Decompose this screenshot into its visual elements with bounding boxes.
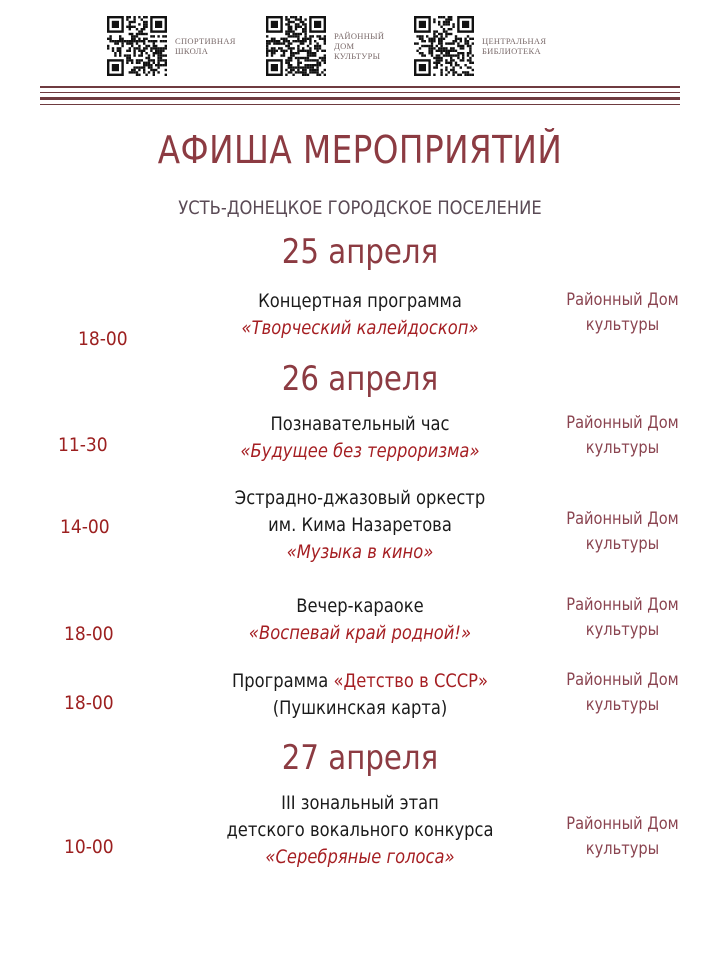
event-note: (Пушкинская карта): [272, 697, 448, 719]
event-venue: [545, 411, 700, 461]
event-time: 18-00: [78, 328, 128, 350]
venue-line: Районный Дом: [566, 509, 679, 529]
event-description: [170, 790, 550, 871]
venue-line: Районный Дом: [566, 290, 679, 310]
date-heading: 26 апреля: [281, 359, 439, 399]
qr-code-icon[interactable]: [266, 16, 326, 76]
qr-label-line: БИБЛИОТЕКА: [482, 46, 541, 56]
page-title: АФИША МЕРОПРИЯТИЙ: [157, 128, 563, 172]
venue-line: культуры: [585, 534, 660, 554]
event-description: [170, 593, 550, 647]
qr-code-icon[interactable]: [107, 16, 167, 76]
event-type: III зональный этап: [281, 792, 439, 814]
event-subtitle: детского вокального конкурса: [226, 819, 494, 841]
qr-label-sport-school: [175, 36, 236, 56]
qr-label-line: СПОРТИВНАЯ: [175, 36, 236, 46]
divider-line: [40, 92, 680, 93]
venue-line: Районный Дом: [566, 814, 679, 834]
qr-block-library: [414, 16, 546, 76]
divider-line: [40, 86, 680, 88]
event-performer: им. Кима Назаретова: [268, 514, 452, 536]
date-heading: 25 апреля: [281, 232, 439, 272]
event-title: «Творческий калейдоскоп»: [241, 317, 479, 339]
event-type: Эстрадно-джазовый оркестр: [234, 487, 486, 509]
event-title: «Воспевай край родной!»: [248, 622, 472, 644]
event-venue: [545, 507, 700, 557]
event-time: 10-00: [64, 836, 114, 858]
event-title: «Музыка в кино»: [286, 541, 434, 563]
qr-label-line: ЦЕНТРАЛЬНАЯ: [482, 36, 547, 46]
venue-line: Районный Дом: [566, 595, 679, 615]
event-description: [170, 668, 550, 722]
qr-code-icon[interactable]: [414, 16, 474, 76]
event-description: [170, 411, 550, 465]
qr-label-line: КУЛЬТУРЫ: [334, 51, 381, 61]
event-title: «Детство в СССР»: [333, 670, 489, 692]
event-type: Программа: [231, 670, 334, 692]
event-venue: [545, 812, 700, 862]
venue-line: культуры: [585, 438, 660, 458]
event-title: «Будущее без терроризма»: [240, 440, 480, 462]
event-description: [170, 485, 550, 566]
qr-block-sport-school: [107, 16, 236, 76]
venue-line: культуры: [585, 695, 660, 715]
qr-label-line: РАЙОННЫЙ: [334, 31, 385, 41]
venue-line: культуры: [585, 839, 660, 859]
event-line-1: [197, 668, 524, 695]
qr-label-line: ШКОЛА: [175, 46, 209, 56]
event-type: Концертная программа: [258, 290, 462, 312]
qr-label-line: ДОМ: [334, 41, 355, 51]
qr-block-culture-house: [266, 16, 384, 76]
qr-label-library: [482, 36, 546, 56]
event-venue: [545, 668, 700, 718]
venue-line: Районный Дом: [566, 670, 679, 690]
event-time: 11-30: [58, 434, 108, 456]
date-heading: 27 апреля: [281, 738, 439, 778]
event-venue: [545, 593, 700, 643]
venue-line: Районный Дом: [566, 413, 679, 433]
qr-label-culture-house: [334, 31, 384, 61]
event-type: Познавательный час: [270, 413, 450, 435]
event-time: 18-00: [64, 623, 114, 645]
event-time: 14-00: [60, 516, 110, 538]
event-title: «Серебряные голоса»: [265, 846, 455, 868]
event-description: [170, 288, 550, 342]
venue-line: культуры: [585, 315, 660, 335]
divider-line: [40, 104, 680, 105]
venue-line: культуры: [585, 620, 660, 640]
event-time: 18-00: [64, 692, 114, 714]
page-subtitle: УСТЬ-ДОНЕЦКОЕ ГОРОДСКОЕ ПОСЕЛЕНИЕ: [178, 197, 542, 219]
event-venue: [545, 288, 700, 338]
event-type: Вечер-караоке: [296, 595, 424, 617]
divider-line: [40, 97, 680, 100]
